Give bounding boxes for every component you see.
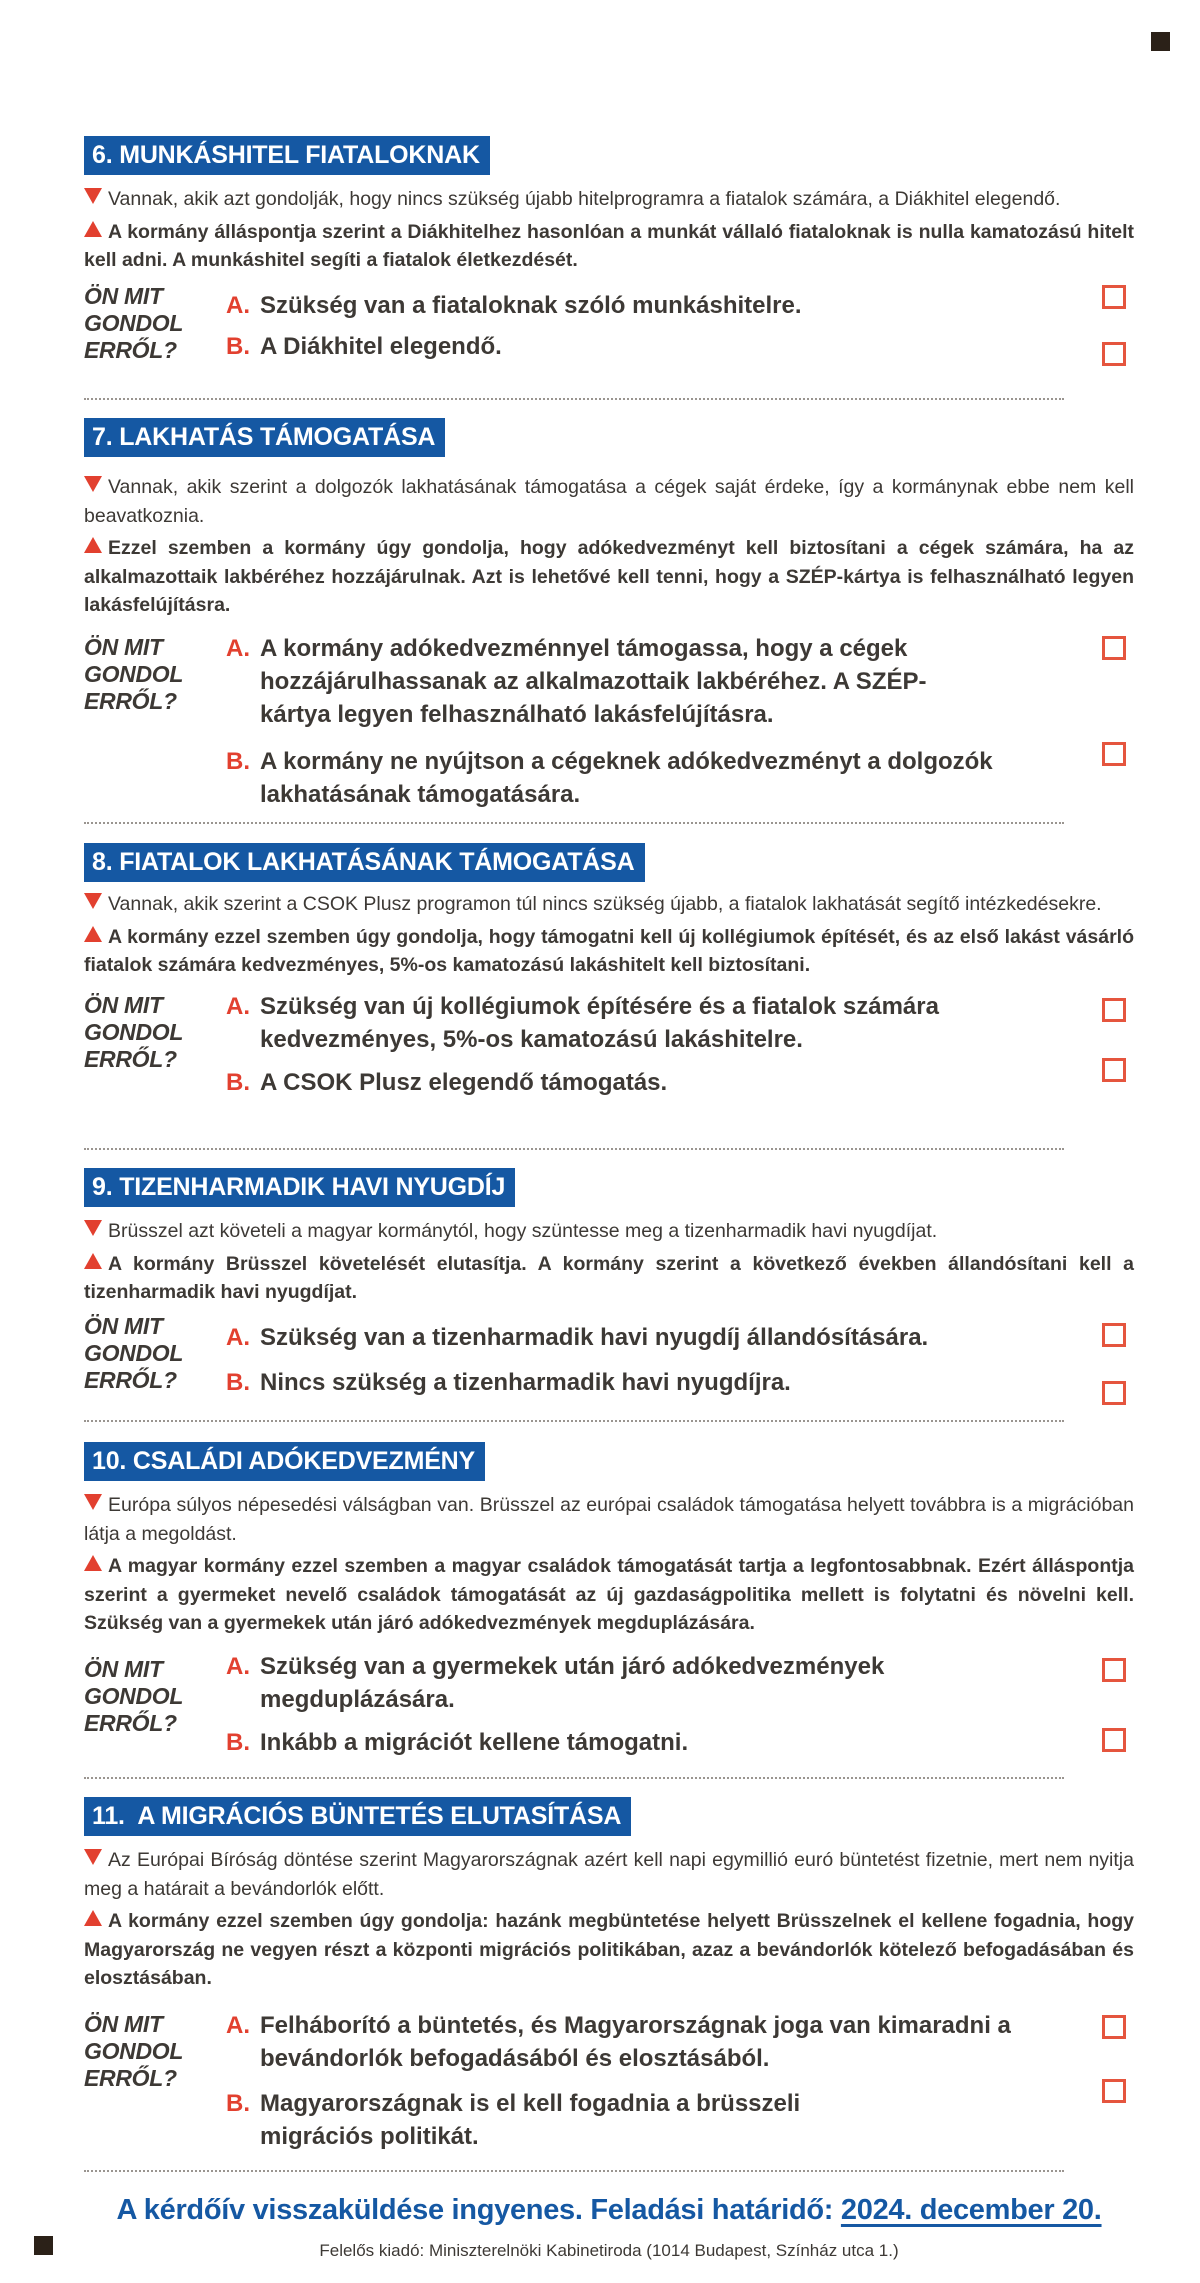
registration-mark-top-right <box>1151 32 1170 51</box>
option-b: B. Magyarországnak is el kell fogadnia a brüsszeli migrációs politikát. <box>226 2089 801 2150</box>
checkbox-option-b[interactable] <box>1102 1728 1126 1752</box>
checkbox-option-b[interactable] <box>1102 342 1126 366</box>
deadline-date: 2024. december 20. <box>840 2194 1102 2226</box>
question-section-6 <box>84 136 1134 363</box>
opposing-view: Brüsszel azt követeli a magyar kormánytól, hogy szüntesse meg a tizenharmadik havi nyugdíjat. <box>84 1217 1134 1246</box>
dotted-divider <box>84 822 1064 824</box>
question-section-8 <box>84 843 1134 1099</box>
dotted-divider <box>84 1420 1064 1422</box>
ask-label: ÖN MIT GONDOL ERRŐL? <box>84 282 184 363</box>
triangle-up-icon <box>84 1555 102 1571</box>
section-title: 7. LAKHATÁS TÁMOGATÁSA <box>84 418 445 457</box>
ask-label: ÖN MIT GONDOL ERRŐL? <box>84 2010 184 2091</box>
question-section-7 <box>84 418 1134 811</box>
triangle-down-icon <box>84 476 102 492</box>
government-view: Ezzel szemben a kormány úgy gondolja, hogy adókedvezményt kell biztosítani a cégek számára, ha az alkalmazottaik lakbéréhez hozzájárulnak. Azt is lehetővé kell tenni, hogy a SZÉP-kártya is felhasználható legyen lakásfelújításra. <box>84 537 1134 616</box>
dotted-divider <box>84 1148 1064 1150</box>
option-a: A. A kormány adókedvezménnyel támogassa, hogy a cégek hozzájárulhassanak az alkalmazottaik lakbéréhez. A SZÉP-kártya legyen felhasználható lakásfelújításra. <box>226 634 927 728</box>
triangle-down-icon <box>84 1849 102 1865</box>
option-b: B. A CSOK Plusz elegendő támogatás. <box>226 1068 668 1096</box>
ask-label: ÖN MIT GONDOL ERRŐL? <box>84 1312 184 1393</box>
checkbox-option-b[interactable] <box>1102 742 1126 766</box>
checkbox-option-a[interactable] <box>1102 636 1126 660</box>
checkbox-option-b[interactable] <box>1102 1058 1126 1082</box>
checkbox-option-a[interactable] <box>1102 2015 1126 2039</box>
opposing-view: Vannak, akik azt gondolják, hogy nincs szükség újabb hitelprogramra a fiatalok számára, a Diákhitel elegendő. <box>84 185 1134 214</box>
government-view: A kormány álláspontja szerint a Diákhitelhez hasonlóan a munkát vállaló fiataloknak is nulla kamatozású hitelt kell adni. A munkáshitel segíti a fiatalok életkezdését. <box>84 220 1134 271</box>
question-block <box>84 632 1134 811</box>
return-notice: A kérdőív visszaküldése ingyenes. Feladási határidő: 2024. december 20. <box>116 2194 1102 2226</box>
dotted-divider <box>84 1777 1064 1779</box>
triangle-up-icon <box>84 537 102 553</box>
question-block <box>84 2009 1134 2153</box>
section-title: 9. TIZENHARMADIK HAVI NYUGDÍJ <box>84 1168 515 1207</box>
checkbox-option-b[interactable] <box>1102 2079 1126 2103</box>
question-block <box>84 990 1134 1099</box>
triangle-down-icon <box>84 893 102 909</box>
question-section-10 <box>84 1442 1134 1759</box>
question-block <box>84 1311 1134 1399</box>
option-a: A. Szükség van új kollégiumok építésére és a fiatalok számára kedvezményes, 5%-os kamatozású lakáshitelre. <box>226 992 939 1053</box>
section-title: 8. FIATALOK LAKHATÁSÁNAK TÁMOGATÁSA <box>84 843 645 882</box>
dotted-divider <box>84 398 1064 400</box>
registration-mark-bottom-left <box>34 2236 53 2255</box>
option-a: A. Felháborító a büntetés, és Magyarországnak joga van kimaradni a bevándorlók befogadásából és elosztásából. <box>226 2011 1011 2072</box>
section-title: 10. CSALÁDI ADÓKEDVEZMÉNY <box>84 1442 485 1481</box>
government-view: A kormány ezzel szemben úgy gondolja, hogy támogatni kell új kollégiumok építését, és az első lakást vásárló fiatalok számára kedvezményes, 5%-os kamatozású lakáshitelt kell biztosítani. <box>84 925 1134 976</box>
triangle-up-icon <box>84 221 102 237</box>
option-a: A. Szükség van a tizenharmadik havi nyugdíj állandósítására. <box>226 1323 929 1351</box>
opposing-view: Európa súlyos népesedési válságban van. Brüsszel az európai családok támogatása helyett továbbra is a migrációban látja a megoldást. <box>84 1494 1134 1545</box>
government-view: A kormány ezzel szemben úgy gondolja: hazánk megbüntetése helyett Brüsszelnek el kellene fogadnia, hogy Magyarország ne vegyen részt a központi migrációs politikában, azaz a bevándorlók kötelező befogadásában és elosztásában. <box>84 1910 1134 1989</box>
checkbox-option-a[interactable] <box>1102 1658 1126 1682</box>
government-view: A kormány Brüsszel követelését elutasítja. A kormány szerint a következő években állandósítani kell a tizenharmadik havi nyugdíjat. <box>84 1252 1134 1303</box>
option-a: A. Szükség van a fiataloknak szóló munkáshitelre. <box>226 291 802 319</box>
question-section-9 <box>84 1168 1134 1399</box>
triangle-up-icon <box>84 926 102 942</box>
option-b: B. A kormány ne nyújtson a cégeknek adókedvezményt a dolgozók lakhatásának támogatására. <box>226 747 993 808</box>
section-title: 11. A MIGRÁCIÓS BÜNTETÉS ELUTASÍTÁSA <box>84 1797 631 1836</box>
triangle-down-icon <box>84 1494 102 1510</box>
triangle-down-icon <box>84 188 102 204</box>
triangle-up-icon <box>84 1910 102 1926</box>
checkbox-option-a[interactable] <box>1102 285 1126 309</box>
option-b: B. Nincs szükség a tizenharmadik havi nyugdíjra. <box>226 1368 791 1396</box>
government-view: A magyar kormány ezzel szemben a magyar családok támogatását tartja a legfontosabbnak. Ezért álláspontja szerint a gyermeket nevelő családok támogatását az új gazdaságpolitika mellett is folytatni és növelni kell. Szükség van a gyermekek után járó adókedvezmények megduplázására. <box>84 1555 1134 1634</box>
triangle-down-icon <box>84 1220 102 1236</box>
question-block <box>84 1650 1134 1759</box>
triangle-up-icon <box>84 1253 102 1269</box>
section-title: 6. MUNKÁSHITEL FIATALOKNAK <box>84 136 490 175</box>
question-block <box>84 281 1134 363</box>
checkbox-option-b[interactable] <box>1102 1381 1126 1405</box>
opposing-view: Vannak, akik szerint a CSOK Plusz programon túl nincs szükség újabb, a fiatalok lakhatását segítő intézkedésekre. <box>84 890 1134 919</box>
question-section-11 <box>84 1797 1134 2153</box>
ask-label: ÖN MIT GONDOL ERRŐL? <box>84 991 184 1072</box>
opposing-view: Az Európai Bíróság döntése szerint Magyarországnak azért kell napi egymillió euró büntetést fizetnie, mert nem nyitja meg a határait a bevándorlók előtt. <box>84 1849 1134 1900</box>
dotted-divider <box>84 2170 1064 2172</box>
option-b: B. A Diákhitel elegendő. <box>226 332 502 360</box>
checkbox-option-a[interactable] <box>1102 1323 1126 1347</box>
ask-label: ÖN MIT GONDOL ERRŐL? <box>84 1655 184 1736</box>
opposing-view: Vannak, akik szerint a dolgozók lakhatásának támogatása a cégek saját érdeke, így a kormánynak ebbe nem kell beavatkoznia. <box>84 476 1134 527</box>
publisher-line: Felelős kiadó: Miniszterelnöki Kabinetiroda (1014 Budapest, Színház utca 1.) <box>319 2241 899 2260</box>
ask-label: ÖN MIT GONDOL ERRŐL? <box>84 633 184 714</box>
checkbox-option-a[interactable] <box>1102 998 1126 1022</box>
option-a: A. Szükség van a gyermekek után járó adókedvezmények megduplázására. <box>226 1652 885 1713</box>
option-b: B. Inkább a migrációt kellene támogatni. <box>226 1728 689 1756</box>
